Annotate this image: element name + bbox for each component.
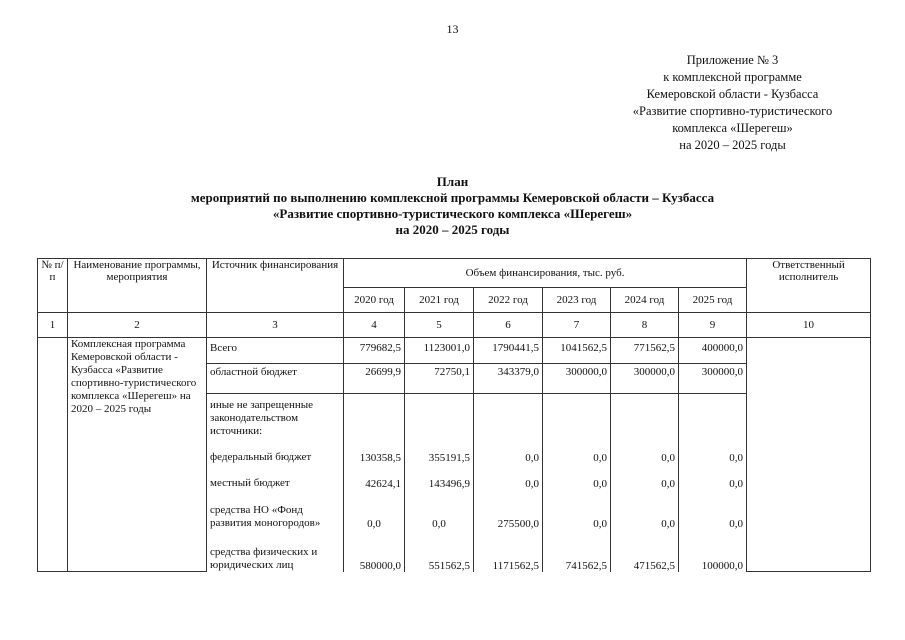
title-line: на 2020 – 2025 годы <box>395 222 510 237</box>
column-numbers-row <box>38 313 871 338</box>
source-cell: местный бюджет <box>207 464 344 490</box>
value-cell: 400000,0 <box>679 338 747 364</box>
value-cell: 551562,5 <box>405 530 474 572</box>
financing-plan-table <box>37 258 871 572</box>
value-cell <box>474 394 543 440</box>
header-year: 2025 год <box>679 288 747 313</box>
value-cell: 741562,5 <box>543 530 611 572</box>
value-cell: 0,0 <box>474 464 543 490</box>
value-cell: 0,0 <box>474 440 543 464</box>
value-cell: 1790441,5 <box>474 338 543 364</box>
value-cell <box>405 394 474 440</box>
program-name: Комплексная программа Кемеровской области - Кузбасса «Развитие спортивно-туристического комплекса «Шерегеш» на 2020 – 2025 годы <box>68 338 207 572</box>
value-cell <box>679 394 747 440</box>
column-number: 4 <box>344 313 405 338</box>
header-year: 2020 год <box>344 288 405 313</box>
column-number: 1 <box>38 313 68 338</box>
value-cell: 26699,9 <box>344 364 405 394</box>
value-cell: 0,0 <box>344 490 405 530</box>
value-cell: 143496,9 <box>405 464 474 490</box>
source-cell: областной бюджет <box>207 364 344 394</box>
value-cell: 100000,0 <box>679 530 747 572</box>
value-cell: 0,0 <box>543 464 611 490</box>
source-cell: средства НО «Фонд развития моногородов» <box>207 490 344 530</box>
value-cell: 0,0 <box>679 464 747 490</box>
appendix-line: к комплексной программе <box>663 70 802 84</box>
header-year: 2022 год <box>474 288 543 313</box>
column-number: 9 <box>679 313 747 338</box>
source-cell: средства физических и юридических лиц <box>207 530 344 572</box>
value-cell: 0,0 <box>543 440 611 464</box>
header-year: 2024 год <box>611 288 679 313</box>
value-cell <box>543 394 611 440</box>
value-cell: 130358,5 <box>344 440 405 464</box>
appendix-line: комплекса «Шерегеш» <box>672 121 793 135</box>
column-number: 10 <box>747 313 871 338</box>
title-line: «Развитие спортивно-туристического комплекса «Шерегеш» <box>272 206 633 221</box>
value-cell <box>344 394 405 440</box>
value-cell: 771562,5 <box>611 338 679 364</box>
value-cell: 580000,0 <box>344 530 405 572</box>
appendix-line: на 2020 – 2025 годы <box>679 138 786 152</box>
table-row <box>38 338 871 364</box>
value-cell: 343379,0 <box>474 364 543 394</box>
column-number: 2 <box>68 313 207 338</box>
column-number: 7 <box>543 313 611 338</box>
column-number: 6 <box>474 313 543 338</box>
header-year: 2021 год <box>405 288 474 313</box>
row-number-cell <box>38 338 68 572</box>
value-cell: 1041562,5 <box>543 338 611 364</box>
appendix-line: Кемеровской области - Кузбасса <box>646 87 819 101</box>
value-cell: 0,0 <box>611 464 679 490</box>
title-line: мероприятий по выполнению комплексной программы Кемеровской области – Кузбасса <box>190 190 715 205</box>
column-number: 3 <box>207 313 344 338</box>
header-num: № п/п <box>38 259 68 313</box>
value-cell: 0,0 <box>611 440 679 464</box>
value-cell: 300000,0 <box>679 364 747 394</box>
page-number: 13 <box>446 22 459 36</box>
value-cell: 355191,5 <box>405 440 474 464</box>
appendix-block <box>595 52 870 154</box>
header-responsible: Ответственный исполнитель <box>747 259 871 313</box>
value-cell: 0,0 <box>679 490 747 530</box>
value-cell: 42624,1 <box>344 464 405 490</box>
source-cell: федеральный бюджет <box>207 440 344 464</box>
header-year: 2023 год <box>543 288 611 313</box>
value-cell <box>611 394 679 440</box>
appendix-line: Приложение № 3 <box>686 53 779 67</box>
value-cell: 275500,0 <box>474 490 543 530</box>
responsible-cell <box>747 338 871 572</box>
value-cell: 72750,1 <box>405 364 474 394</box>
header-row <box>38 259 871 288</box>
value-cell: 0,0 <box>405 490 474 530</box>
value-cell: 0,0 <box>611 490 679 530</box>
header-source: Источник финансирования <box>207 259 344 313</box>
value-cell: 1171562,5 <box>474 530 543 572</box>
value-cell: 471562,5 <box>611 530 679 572</box>
value-cell: 300000,0 <box>611 364 679 394</box>
value-cell: 0,0 <box>543 490 611 530</box>
document-title <box>0 174 905 238</box>
appendix-line: «Развитие спортивно-туристического <box>632 104 833 118</box>
value-cell: 1123001,0 <box>405 338 474 364</box>
title-line: План <box>436 174 469 189</box>
column-number: 8 <box>611 313 679 338</box>
value-cell: 300000,0 <box>543 364 611 394</box>
header-volume: Объем финансирования, тыс. руб. <box>344 259 747 288</box>
source-cell: Всего <box>207 338 344 364</box>
source-cell: иные не запрещенные законодательством источники: <box>207 394 344 440</box>
value-cell: 779682,5 <box>344 338 405 364</box>
column-number: 5 <box>405 313 474 338</box>
header-name: Наименование программы, мероприятия <box>68 259 207 313</box>
value-cell: 0,0 <box>679 440 747 464</box>
